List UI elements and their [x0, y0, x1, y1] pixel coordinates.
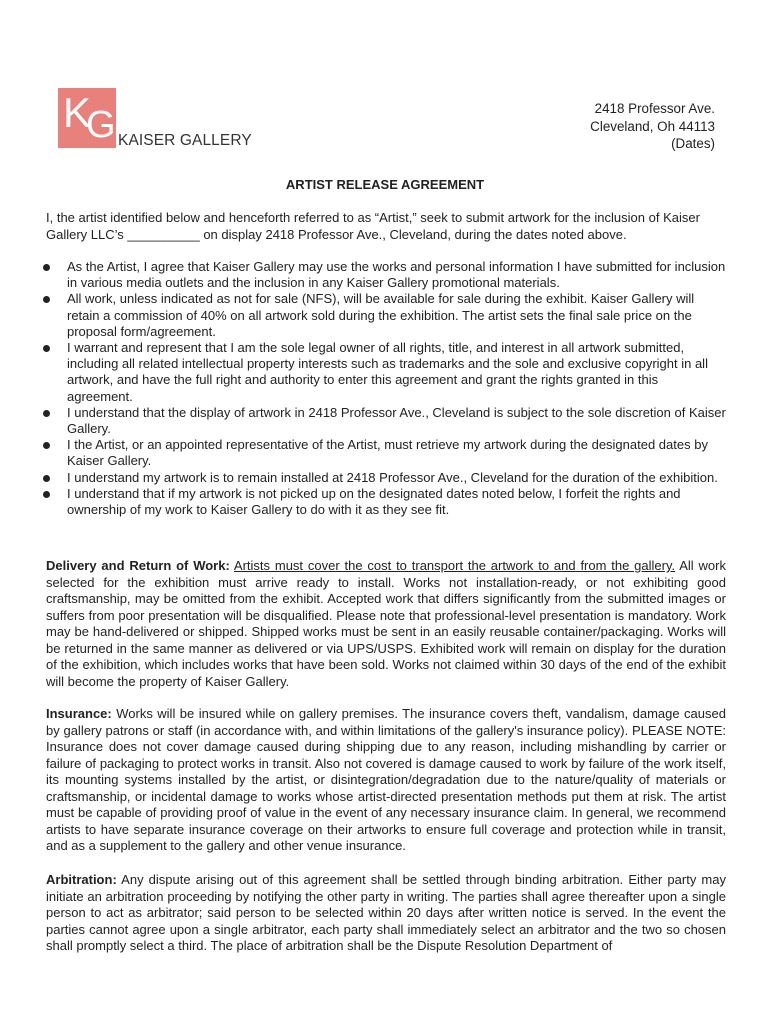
- document-title: ARTIST RELEASE AGREEMENT: [285, 177, 485, 192]
- delivery-body: All work selected for the exhibition must arrive ready to install. Works not installation-ready, or not exhibiting good craftsmanship, may be omitted from the exhibit. Accepted work that differs significantly from the submitted images or suffers from poor presentation will be disqualified. Please note that professional-level presentation is mandatory. Work may be hand-delivered or shipped. Shipped works must be sent in an easily reusable container/packaging. Works will be returned in the same manner as delivered or via UPS/USPS. Exhibited work will remain on display for the duration of the exhibition, which includes works that have been sold. Works not claimed within 30 days of the end of the exhibit will become the property of Kaiser Gallery.: [46, 558, 726, 689]
- list-item: I understand that the display of artwork in 2418 Professor Ave., Cleveland is subject to the sole discretion of Kaiser Gallery.: [46, 405, 726, 437]
- arbitration-heading: Arbitration:: [46, 872, 117, 887]
- delivery-section: [46, 558, 726, 690]
- list-item: All work, unless indicated as not for sale (NFS), will be available for sale during the exhibit. Kaiser Gallery will retain a commission of 40% on all artwork sold during the exhibition. The artist sets the final sale price on the proposal form/agreement.: [46, 291, 726, 340]
- list-item: I understand my artwork is to remain installed at 2418 Professor Ave., Cleveland for the duration of the exhibition.: [46, 470, 726, 486]
- address-line-2: Cleveland, Oh 44113: [590, 118, 715, 134]
- delivery-cost-notice: Artists must cover the cost to transport the artwork to and from the gallery.: [233, 558, 676, 573]
- insurance-body: Works will be insured while on gallery premises. The insurance covers theft, vandalism, damage caused by gallery patrons or staff (in accordance with, and within limitations of the gallery's insurance policy). PLEASE NOTE: Insurance does not cover damage caused during shipping due to any reason, including mishandling by carrier or failure of packaging to protect works in transit. Also not covered is damage caused to work by failure of the work itself, its mounting systems installed by the artist, or disintegration/degradation due to the nature/quality of materials or craftsmanship, or incidental damage to works whose artist-directed presentation methods put them at risk. The artist must be capable of providing proof of value in the event of any necessary insurance claim. In general, we recommend artists to have separate insurance coverage on their artworks to ensure full coverage and protection while in transit, and as a supplement to the gallery and other venue insurance.: [46, 706, 726, 853]
- gallery-address: [590, 100, 715, 153]
- insurance-section: [46, 706, 726, 855]
- arbitration-body: Any dispute arising out of this agreement shall be settled through binding arbitration. Either party may initiate an arbitration proceeding by notifying the other party in writing. The parties shall agree thereafter upon a single person to act as arbitrator; said person to be selected within 20 days after written notice is served. In the event the parties cannot agree upon a single arbitrator, each party shall immediately select an arbitrator and the two so chosen shall promptly select a third. The place of arbitration shall be the Dispute Resolution Department of: [46, 872, 726, 953]
- kg-logo-mark: [58, 88, 116, 148]
- agreement-terms-list: [46, 259, 726, 518]
- logo-initial-k: K: [63, 89, 92, 136]
- address-dates: (Dates): [671, 136, 715, 151]
- list-item: As the Artist, I agree that Kaiser Gallery may use the works and personal information I have submitted for inclusion in various media outlets and the inclusion in any Kaiser Gallery promotional materials.: [46, 259, 726, 291]
- list-item: I warrant and represent that I am the sole legal owner of all rights, title, and interest in all artwork submitted, including all related intellectual property interests such as trademarks and the sole and exclusive copyright in all artwork, and have the full right and authority to enter this agreement and grant the rights granted in this agreement.: [46, 340, 726, 405]
- delivery-heading: Delivery and Return of Work:: [46, 558, 230, 573]
- list-item: I the Artist, or an appointed representative of the Artist, must retrieve my artwork during the designated dates by Kaiser Gallery.: [46, 437, 726, 469]
- logo-gallery-name: KAISER GALLERY: [118, 132, 252, 149]
- intro-paragraph: I, the artist identified below and henceforth referred to as “Artist,” seek to submit artwork for the inclusion of Kaiser Gallery LLC’s __________ on display 2418 Professor Ave., Cleveland, during the dates noted above.: [46, 210, 700, 243]
- insurance-heading: Insurance:: [46, 706, 112, 721]
- address-line-1: 2418 Professor Ave.: [594, 101, 715, 116]
- logo-initial-g: G: [86, 104, 116, 146]
- kaiser-gallery-logo: [58, 88, 252, 152]
- list-item: I understand that if my artwork is not picked up on the designated dates noted below, I forfeit the rights and ownership of my work to Kaiser Gallery to do with it as they see fit.: [46, 486, 726, 518]
- arbitration-section: [46, 872, 726, 955]
